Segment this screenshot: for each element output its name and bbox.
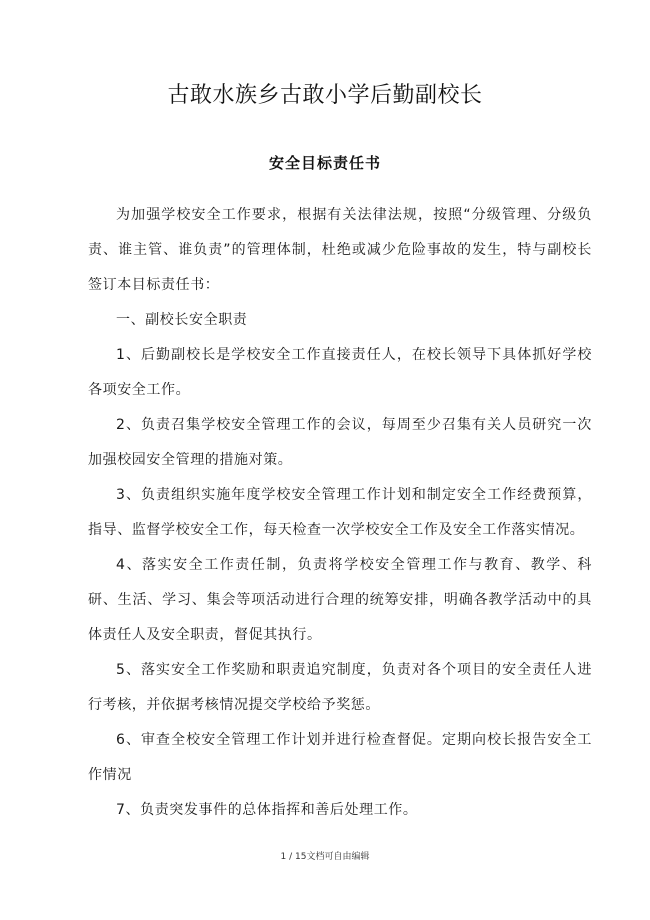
section-heading: 一、副校长安全职责	[116, 312, 248, 328]
document-subtitle: 安全目标责任书	[268, 154, 381, 172]
intro-paragraph: 为加强学校安全工作要求，根据有关法律法规，按照“分级管理、分级负责、谁主管、谁负责”的管理体制，杜绝或减少危险事故的发生，特与副校长签订本目标责任书：	[88, 207, 592, 293]
duty-item-5: 5、落实安全工作奖励和职责追究制度，负责对各个项目的安全责任人进行考核，并依据考核情况提交学校给予奖惩。	[88, 662, 592, 713]
document-body	[88, 198, 592, 828]
duty-item-1: 1、后勤副校长是学校安全工作直接责任人，在校长领导下具体抓好学校各项安全工作。	[88, 347, 592, 398]
duty-item-3: 3、负责组织实施年度学校安全管理工作计划和制定安全工作经费预算，指导、监督学校安全工作，每天检查一次学校安全工作及安全工作落实情况。	[88, 487, 592, 538]
duty-item-6: 6、审查全校安全管理工作计划并进行检查督促。定期向校长报告安全工作情况	[88, 732, 592, 783]
duty-item-2: 2、负责召集学校安全管理工作的会议，每周至少召集有关人员研究一次加强校园安全管理的措施对策。	[88, 417, 592, 468]
page-footer: 1 / 15文档可自由编辑	[280, 852, 370, 862]
duty-item-4: 4、落实安全工作责任制，负责将学校安全管理工作与教育、教学、科研、生活、学习、集会等项活动进行合理的统筹安排，明确各教学活动中的具体责任人及安全职责，督促其执行。	[88, 557, 592, 643]
duty-item-7: 7、负责突发事件的总体指挥和善后处理工作。	[116, 802, 418, 818]
document-title: 古敢水族乡古敢小学后勤副校长	[167, 83, 483, 108]
